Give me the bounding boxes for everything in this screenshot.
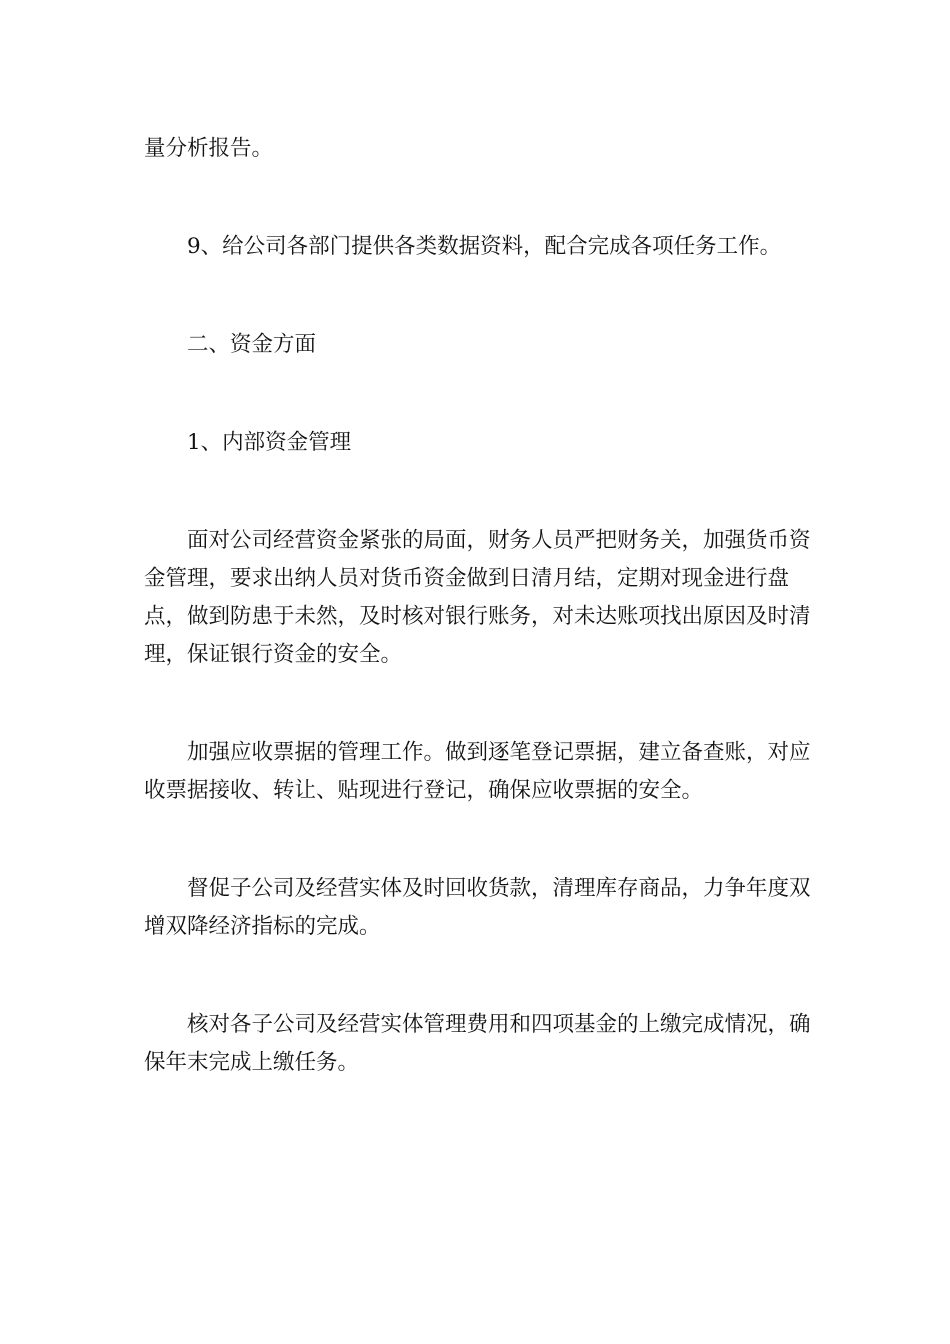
subsection-heading-internal-funds: 1、内部资金管理 [187, 430, 352, 455]
section-heading-funds: 二、资金方面 [187, 332, 317, 357]
paragraph-notes-receivable: 加强应收票据的管理工作。做到逐笔登记票据，建立备查账，对应收票据接收、转让、贴现进行登记，确保应收票据的安全。 [144, 740, 811, 803]
paragraph-continuation: 量分析报告。 [144, 136, 274, 161]
paragraph-collection: 督促子公司及经营实体及时回收货款，清理库存商品，力争年度双增双降经济指标的完成。 [144, 876, 811, 939]
paragraph-fee-verification: 核对各子公司及经营实体管理费用和四项基金的上缴完成情况，确保年末完成上缴任务。 [144, 1012, 811, 1075]
paragraph-item-9: 9、给公司各部门提供各类数据资料，配合完成各项任务工作。 [187, 234, 782, 259]
paragraph-cash-management: 面对公司经营资金紧张的局面，财务人员严把财务关，加强货币资金管理，要求出纳人员对货币资金做到日清月结，定期对现金进行盘点，做到防患于未然，及时核对银行账务，对未达账项找出原因及时清理，保证银行资金的安全。 [144, 528, 811, 667]
document-body [144, 130, 830, 1142]
